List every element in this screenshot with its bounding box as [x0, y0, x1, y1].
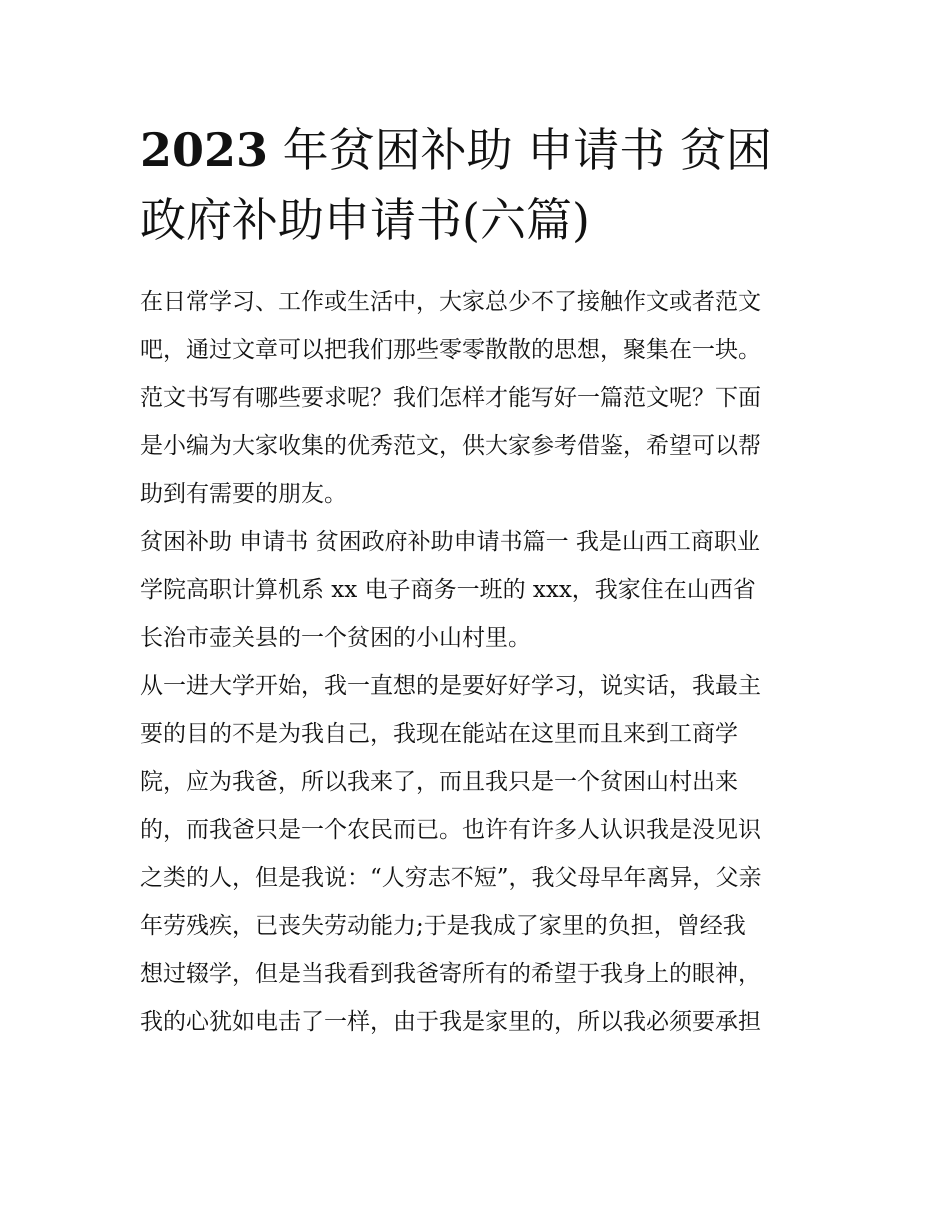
text-line: 年劳残疾，已丧失劳动能力;于是我成了家里的负担，曾经我 — [140, 913, 746, 939]
text-line: 范文书写有哪些要求呢？我们怎样才能写好一篇范文呢？下面 — [140, 385, 761, 411]
text-line: 助到有需要的朋友。 — [140, 481, 347, 507]
text-line: 学院高职计算机系 xx 电子商务一班的 xxx，我家住在山西省 — [140, 577, 756, 603]
text-line: 要的目的不是为我自己，我现在能站在这里而且来到工商学 — [140, 721, 738, 747]
text-line: 长治市壶关县的一个贫困的小山村里。 — [140, 625, 531, 651]
title-line2: 政府补助申请书(六篇) — [140, 193, 590, 247]
paragraph-section-one-intro — [140, 518, 820, 662]
title-year: 2023 — [140, 123, 269, 177]
document-title — [140, 115, 820, 255]
paragraph-intro — [140, 278, 820, 518]
document-body — [140, 278, 820, 1046]
text-line: 吧，通过文章可以把我们那些零零散散的思想，聚集在一块。 — [140, 337, 761, 363]
paragraph-body — [140, 662, 820, 1046]
title-line1-rest: 年贫困补助 申请书 贫困 — [268, 123, 772, 177]
text-line: 从一进大学开始，我一直想的是要好好学习，说实话，我最主 — [140, 673, 761, 699]
text-line: 想过辍学，但是当我看到我爸寄所有的希望于我身上的眼神， — [140, 961, 761, 987]
text-line: 是小编为大家收集的优秀范文，供大家参考借鉴，希望可以帮 — [140, 433, 761, 459]
text-line: 院，应为我爸，所以我来了，而且我只是一个贫困山村出来 — [140, 769, 738, 795]
text-line: 的，而我爸只是一个农民而已。也许有许多人认识我是没见识 — [140, 817, 761, 843]
text-line: 之类的人，但是我说：“人穷志不短”，我父母早年离异，父亲 — [140, 865, 762, 891]
text-line: 在日常学习、工作或生活中，大家总少不了接触作文或者范文 — [140, 289, 761, 315]
text-line: 贫困补助 申请书 贫困政府补助申请书篇一 我是山西工商职业 — [140, 529, 760, 555]
text-line: 我的心犹如电击了一样，由于我是家里的，所以我必须要承担 — [140, 1009, 761, 1035]
